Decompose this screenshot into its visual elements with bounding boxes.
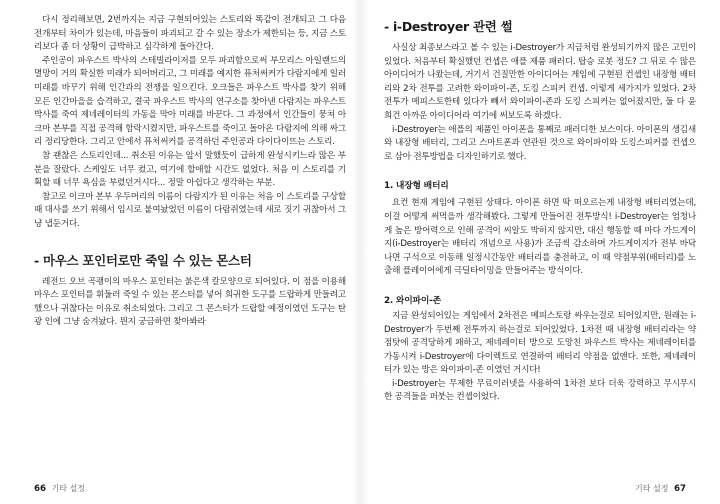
left-paragraph: 참 괜찮은 스토리인데... 취소된 이유는 앞서 말했듯이 급하게 완성시키느라 많은 부분을 잘랐다. 스케일도 너무 컸고, 여기에 할애할 시간도 없었다. 처음 이 스토리를 기획할 때 너무 욕심을 부렸던거시다... 정말 아쉽다고 생각하는 부분.: [34, 150, 346, 189]
right-column: [384, 14, 696, 405]
page-number: 66: [34, 484, 46, 494]
left-column: [34, 14, 346, 330]
left-section-paragraph: 레전드 오브 곡괭이의 마우스 포인터는 붉은색 칼모양으로 되어있다. 이 점을 이용해 마우스 포인터를 휘둘러 죽일 수 있는 몬스터를 넣어 희귀한 도구를 드랍하게 만들려고 했으나 귀찮다는 이유로 취소되었다. 그리고 그 몬스터가 드랍할 예정이였던 도구는 탄광 인에 그냥 숨겨놨다. 뭔지 궁금하면 찾아봐라: [34, 276, 346, 328]
subsection-paragraph: i-Destroyer는 무제한 무료이러넷을 사용하여 1차전 보다 더욱 강력하고 무시무시한 공격들을 퍼붓는 컨셉이었다.: [384, 378, 696, 403]
subsection-paragraph: 지금 완성되어있는 게임에서 2차전은 메피스토랑 싸우는걸로 되어있지만, 원래는 i-Destroyer가 두번째 전투까지 하는걸로 되어있었다. 1차전 때 내장형 배터리라는 약점탓에 공격당하게 패하고, 제네레이터 방으로 도망친 파우스트 박사는 제네레이터를 가동시켜 i-Destroyer에 다이렉트로 연결하여 배터리 약점을 없앤다. 또한, 제네레이터가 있는 방은 와이파이-존 이였던 거시다!: [384, 310, 696, 376]
footer-label: 기타 설정: [635, 484, 669, 493]
subheading-internal-battery: 1. 내장형 배터리: [384, 181, 449, 192]
footer-label: 기타 설정: [51, 484, 85, 493]
page-footer-right: [632, 484, 686, 494]
left-paragraph: 주인공이 파우스트 박사의 스테빌라이저를 모두 파괴함으로써 부모리스 아일랜드의 멸망이 거의 확실한 미래가 되어버리고, 그 미래를 예지한 퓨처써커가 다람지에게 일러 미래를 바꾸기 위해 인간과의 전쟁을 일으킨다. 오크들은 파우스트 박사를 찾기 위해 모든 인간마을을 습격하고, 결국 파우스트 박사의 연구소를 찾아낸 다람지는 파우스트 박사를 죽여 제네레이터의 가동을 막아 미래를 바꾼다. 그 과정에서 인간들이 뭉쳐 아크마 본부를 직접 공격해 함락시켰지만, 파우스트를 죽이고 돌아온 다람지에 의해 싸그리 정리당한다. 그리고 안에서 퓨처써커를 공격하던 주인공과 다이다이뜨는 스토리.: [34, 55, 346, 148]
page-number: 67: [674, 484, 686, 494]
right-intro-paragraph: i-Destroyer는 애플의 제품인 아이폰을 통째로 패러디한 보스이다. 아이폰의 생김새와 내장형 배터리, 그리고 스마트폰과 연관된 것으로 와이파이와 도킹스피커를 컨셉으로 삼아 전투방법을 디자인하기로 했다.: [384, 124, 696, 162]
subsection-paragraph: 요컨 현재 게임에 구현된 상태다. 아이폰 하면 딱 떠오르는게 내장형 배터리였는데, 이걸 어떻게 써먹을까 생각해봤다. 그렇게 만들어진 전투방식! i-Destroyer는 엄청나게 높은 방어력으로 인해 공격이 씨알도 박히지 않지만, 대신 행동할 때 마다 가드게이지(i-Destroyer는 배터리 개념으로 사용)가 조금씩 감소하며 가드게이지가 전부 바닥나면 구석으로 이동해 일정시간동안 배터리를 충전하고, 이 때 약점부위(배터리)를 노출해 플레이어에게 극딜타이밍을 만들어주는 방식이다.: [384, 198, 696, 277]
section-heading-mouse-pointer-monster: - 마우스 포인터로만 죽일 수 있는 몬스터: [34, 252, 252, 268]
section-heading-i-destroyer: - i-Destroyer 관련 썰: [384, 19, 513, 34]
subheading-wifi-zone: 2. 와이파이-존: [384, 295, 441, 306]
right-page: [360, 0, 720, 504]
page-footer-left: [34, 484, 88, 494]
left-paragraph: 다시 정리해보면, 2번까지는 지금 구현되어있는 스토리와 똑같이 전개되고 그 다음 전개부터 차이가 있는데, 마음들이 파괴되고 갈 수 있는 장소가 제한되는 등, 지금 스토리보다 좀 더 상황이 급박하고 심각하게 돌아간다.: [34, 15, 346, 53]
left-paragraph: 참고로 이크마 본부 우두머리의 이름이 다람지가 된 이유는 처음 이 스토리를 구상할 때 대사를 쓰기 위해서 임시로 붙여놨었던 이름이 다람쥐였는데 새로 짓기 귀찮아서 그냥 냅둔거다.: [34, 191, 346, 229]
right-intro-paragraph: 사실상 최종보스라고 볼 수 있는 i-Destroyer가 지금처럼 완성되기까지 많은 고민이 있었다. 처음부터 확실했던 컨셉은 애플 제품 패러디. 탑승 로봇 정도? 그 뒤로 수 많은 아이디어가 나왔는데, 거기서 건질만한 아이디어는 게임에 구현된 컨셉인 내장형 배터리와 2차 전투를 고려한 와이파이-존, 도킹 스피커 컨셉. 이렇게 세가지가 있었다. 2차 전투가 메피스토한테 있다가 빼서 와이파이-존과 도킹 스피커는 없어졌지만, 둘 다 윤희건 아까운 아이디어라 여기에 써보도록 하겠다.: [384, 43, 696, 121]
